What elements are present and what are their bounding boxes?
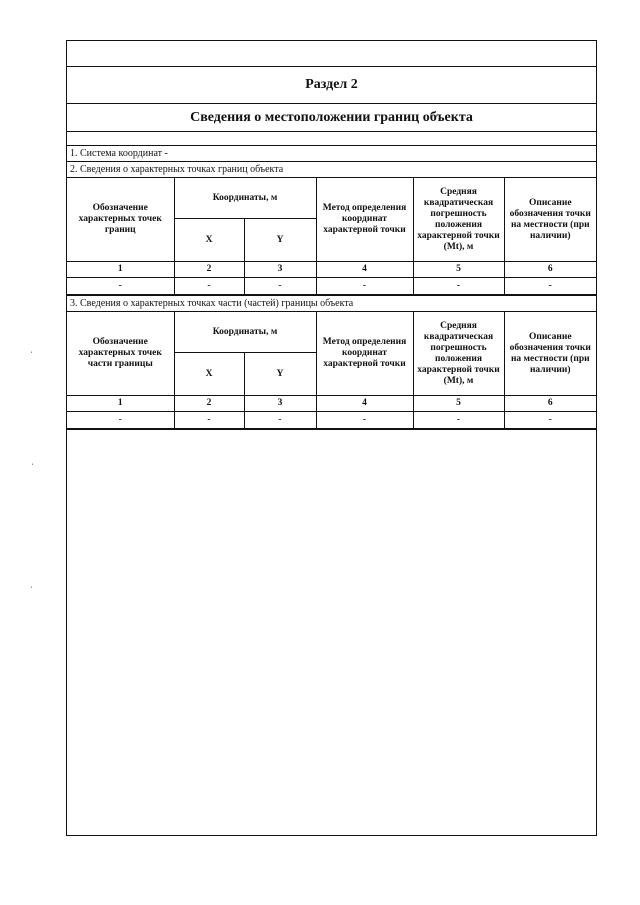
table-bottom-rule [67, 429, 596, 430]
table-cell: - [244, 278, 316, 295]
column-number: 1 [67, 396, 174, 412]
header-designation: Обозначение характерных точек границ [67, 178, 174, 262]
column-number: 3 [244, 396, 316, 412]
table1-heading: 2. Сведения о характерных точках границ объекта [67, 162, 596, 178]
table-row [67, 278, 596, 295]
table-cell: - [244, 412, 316, 429]
section-subtitle: Сведения о местоположении границ объекта [67, 104, 596, 132]
header-description: Описание обозначения точки на местности (при наличии) [504, 312, 596, 396]
column-number: 6 [504, 262, 596, 278]
column-number: 1 [67, 262, 174, 278]
header-y: Y [244, 353, 316, 396]
table-cell: - [504, 412, 596, 429]
column-number: 2 [174, 396, 244, 412]
table-cell: - [174, 412, 244, 429]
document-sheet [66, 40, 597, 836]
header-description: Описание обозначения точки на местности (при наличии) [504, 178, 596, 262]
header-error: Средняя квадратическая погрешность положения характерной точки (Mt), м [413, 312, 504, 396]
column-number: 4 [316, 262, 413, 278]
column-number: 6 [504, 396, 596, 412]
table2-heading: 3. Сведения о характерных точках части (частей) границы объекта [67, 295, 596, 312]
column-number: 5 [413, 396, 504, 412]
section-title: Раздел 2 [67, 67, 596, 104]
table-cell: - [67, 278, 174, 295]
table-row [67, 412, 596, 429]
header-method: Метод определения координат характерной точки [316, 178, 413, 262]
header-error: Средняя квадратическая погрешность положения характерной точки (Mt), м [413, 178, 504, 262]
table-cell: - [504, 278, 596, 295]
boundary-points-table [67, 178, 596, 295]
table-cell: - [413, 278, 504, 295]
header-x: X [174, 353, 244, 396]
header-x: X [174, 219, 244, 262]
table-cell: - [316, 412, 413, 429]
table-cell: - [413, 412, 504, 429]
part-boundary-points-table [67, 312, 596, 429]
scan-speck: ˌ [30, 578, 33, 588]
scan-speck: ˌ [31, 455, 34, 465]
column-number: 4 [316, 396, 413, 412]
header-method: Метод определения координат характерной точки [316, 312, 413, 396]
column-number: 2 [174, 262, 244, 278]
top-spacer [67, 41, 596, 67]
table-cell: - [67, 412, 174, 429]
header-coordinates: Координаты, м [174, 178, 316, 219]
gap-row [67, 132, 596, 146]
header-coordinates: Координаты, м [174, 312, 316, 353]
table-cell: - [174, 278, 244, 295]
scan-speck: ˌ [30, 343, 33, 353]
column-number: 3 [244, 262, 316, 278]
header-designation: Обозначение характерных точек части границы [67, 312, 174, 396]
coordinate-system-line: 1. Система координат - [67, 146, 596, 162]
table-cell: - [316, 278, 413, 295]
header-y: Y [244, 219, 316, 262]
column-number: 5 [413, 262, 504, 278]
